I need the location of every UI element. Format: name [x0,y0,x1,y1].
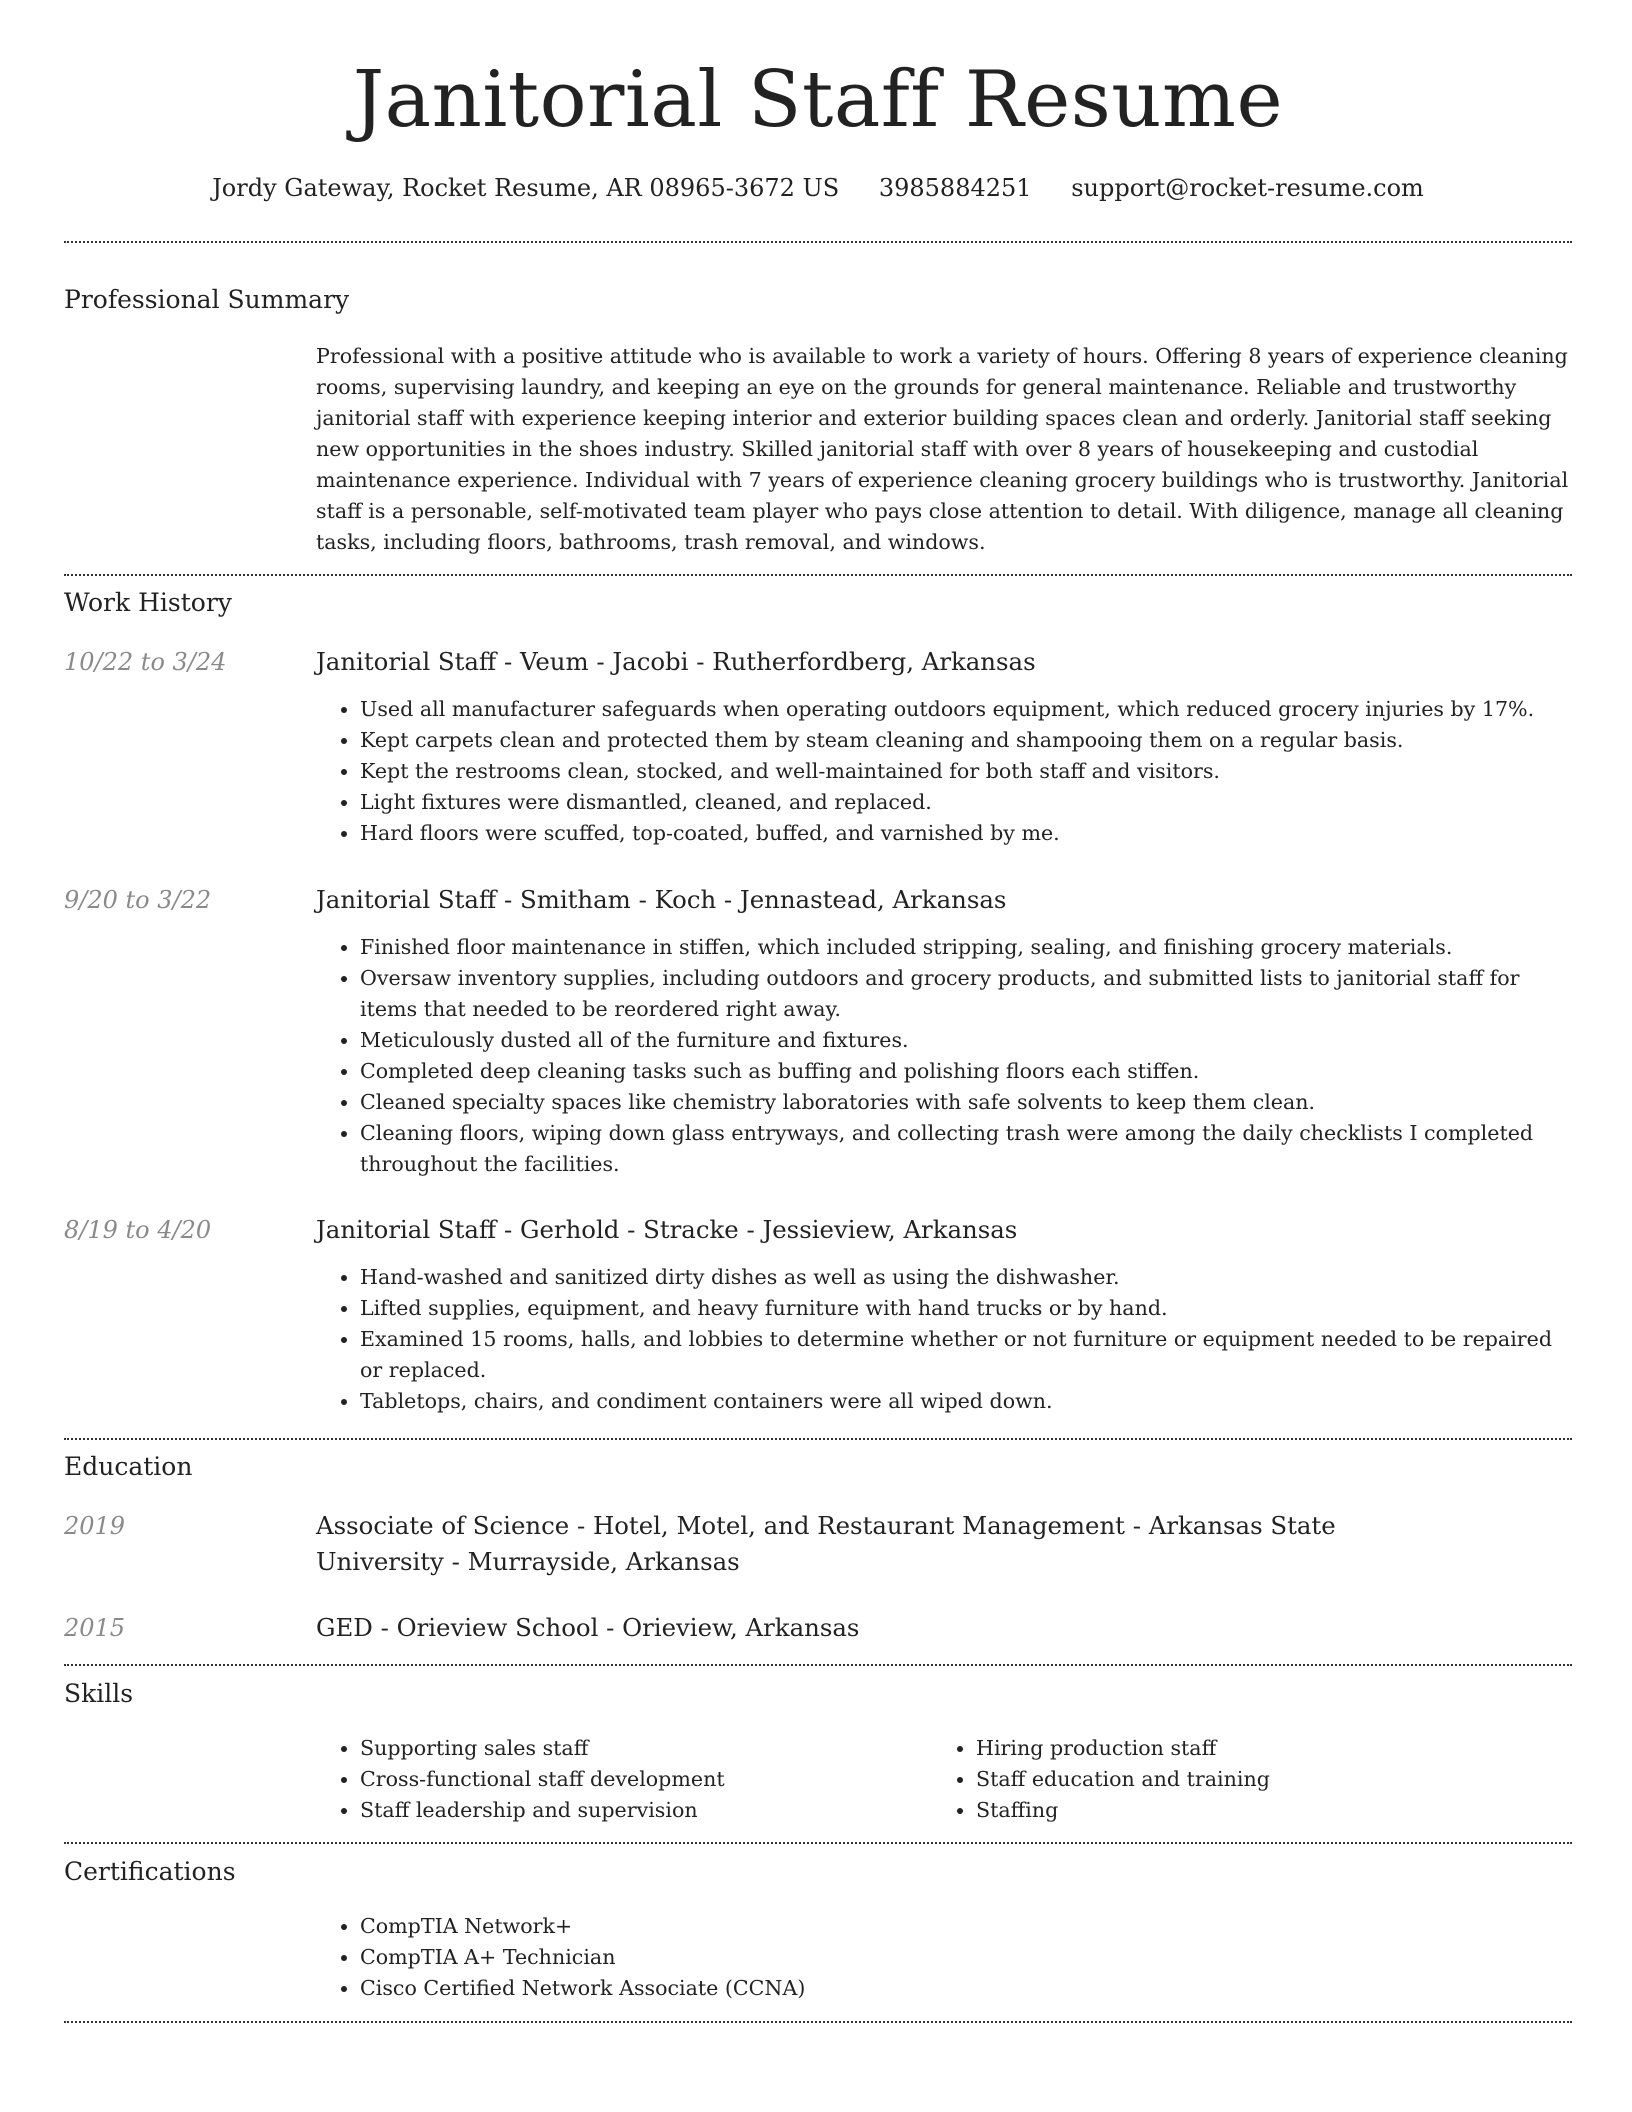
job-title: Janitorial Staff - Gerhold - Stracke - Jessieview, Arkansas [316,1215,1018,1244]
list-item: • CompTIA Network+ [360,1911,1572,1942]
list-item: • Staff education and training [976,1764,1532,1795]
job-title: Janitorial Staff - Smitham - Koch - Jennastead, Arkansas [316,885,1007,914]
summary-text: Professional with a positive attitude who is available to work a variety of hours. Offering 8 years of experience cleaning rooms, supervising laundry, and keeping an eye on the grounds for general maintenance. Reliable and trustworthy janitorial staff with experience keeping interior and exterior building spaces clean and orderly. Janitorial staff seeking new opportunities in the shoes industry. Skilled janitorial staff with over 8 years of housekeeping and custodial maintenance experience. Individual with 7 years of experience cleaning grocery buildings who is trustworthy. Janitorial staff is a personable, self-motivated team player who pays close attention to detail. With diligence, manage all cleaning tasks, including floors, bathrooms, trash removal, and windows. [316,344,1569,554]
list-item: • Kept carpets clean and protected them by steam cleaning and shampooing them on a regular basis. [360,725,1572,756]
skills-list-right [932,1733,1532,1826]
education-title: GED - Orieview School - Orieview, Arkansas [316,1613,860,1642]
list-item: • Hand-washed and sanitized dirty dishes as well as using the dishwasher. [360,1262,1572,1293]
list-item: • Tabletops, chairs, and condiment containers were all wiped down. [360,1386,1572,1417]
section-title-summary: Professional Summary [64,285,350,314]
job-dates: 9/20 to 3/22 [64,886,212,914]
section-divider [64,574,1572,576]
job-bullet-list [316,1262,1572,1417]
contact-email: support@rocket-resume.com [1071,174,1424,202]
section-divider [64,1664,1572,1666]
list-item: • CompTIA A+ Technician [360,1942,1572,1973]
list-item: • Hard floors were scuffed, top-coated, buffed, and varnished by me. [360,818,1572,849]
list-item: • Used all manufacturer safeguards when operating outdoors equipment, which reduced grocery injuries by 17%. [360,694,1572,725]
section-divider [64,1438,1572,1440]
job-dates: 8/19 to 4/20 [64,1216,212,1244]
list-item: • Supporting sales staff [360,1733,916,1764]
job-bullet-list [316,932,1572,1180]
section-divider [64,2021,1572,2023]
job-dates: 10/22 to 3/24 [64,648,227,676]
list-item: • Finished floor maintenance in stiffen, which included stripping, sealing, and finishing grocery materials. [360,932,1572,963]
list-item: • Kept the restrooms clean, stocked, and well-maintained for both staff and visitors. [360,756,1572,787]
list-item: • Cleaning floors, wiping down glass entryways, and collecting trash were among the daily checklists I completed throughout the facilities. [360,1118,1572,1180]
section-title-certifications: Certifications [64,1857,236,1886]
list-item: • Meticulously dusted all of the furniture and fixtures. [360,1025,1572,1056]
list-item: • Cisco Certified Network Associate (CCNA) [360,1973,1572,2004]
section-title-education: Education [64,1452,193,1481]
list-item: • Staff leadership and supervision [360,1795,916,1826]
education-year: 2019 [64,1512,126,1540]
section-divider [64,1842,1572,1844]
list-item: • Oversaw inventory supplies, including outdoors and grocery products, and submitted lists to janitorial staff for items that needed to be reordered right away. [360,963,1572,1025]
contact-address: Jordy Gateway, Rocket Resume, AR 08965-3672 US [212,174,840,202]
list-item: • Completed deep cleaning tasks such as buffing and polishing floors each stiffen. [360,1056,1572,1087]
list-item: • Cross-functional staff development [360,1764,916,1795]
list-item: • Hiring production staff [976,1733,1532,1764]
section-title-work-history: Work History [64,588,232,617]
job-bullet-list [316,694,1572,849]
contact-line [64,170,1572,206]
certifications-list [316,1911,1572,2004]
section-divider [64,241,1572,243]
list-item: • Staffing [976,1795,1532,1826]
contact-phone: 3985884251 [878,174,1032,202]
list-item: • Cleaned specialty spaces like chemistry laboratories with safe solvents to keep them clean. [360,1087,1572,1118]
resume-title: Janitorial Staff Resume [352,55,1284,145]
skills-list-left [316,1733,916,1826]
list-item: • Examined 15 rooms, halls, and lobbies to determine whether or not furniture or equipment needed to be repaired or replaced. [360,1324,1572,1386]
list-item: • Lifted supplies, equipment, and heavy furniture with hand trucks or by hand. [360,1293,1572,1324]
list-item: • Light fixtures were dismantled, cleaned, and replaced. [360,787,1572,818]
job-title: Janitorial Staff - Veum - Jacobi - Rutherfordberg, Arkansas [316,647,1036,676]
section-title-skills: Skills [64,1679,134,1708]
education-year: 2015 [64,1614,126,1642]
education-title: Associate of Science - Hotel, Motel, and Restaurant Management - Arkansas State University - Murrayside, Arkansas [316,1511,1336,1576]
